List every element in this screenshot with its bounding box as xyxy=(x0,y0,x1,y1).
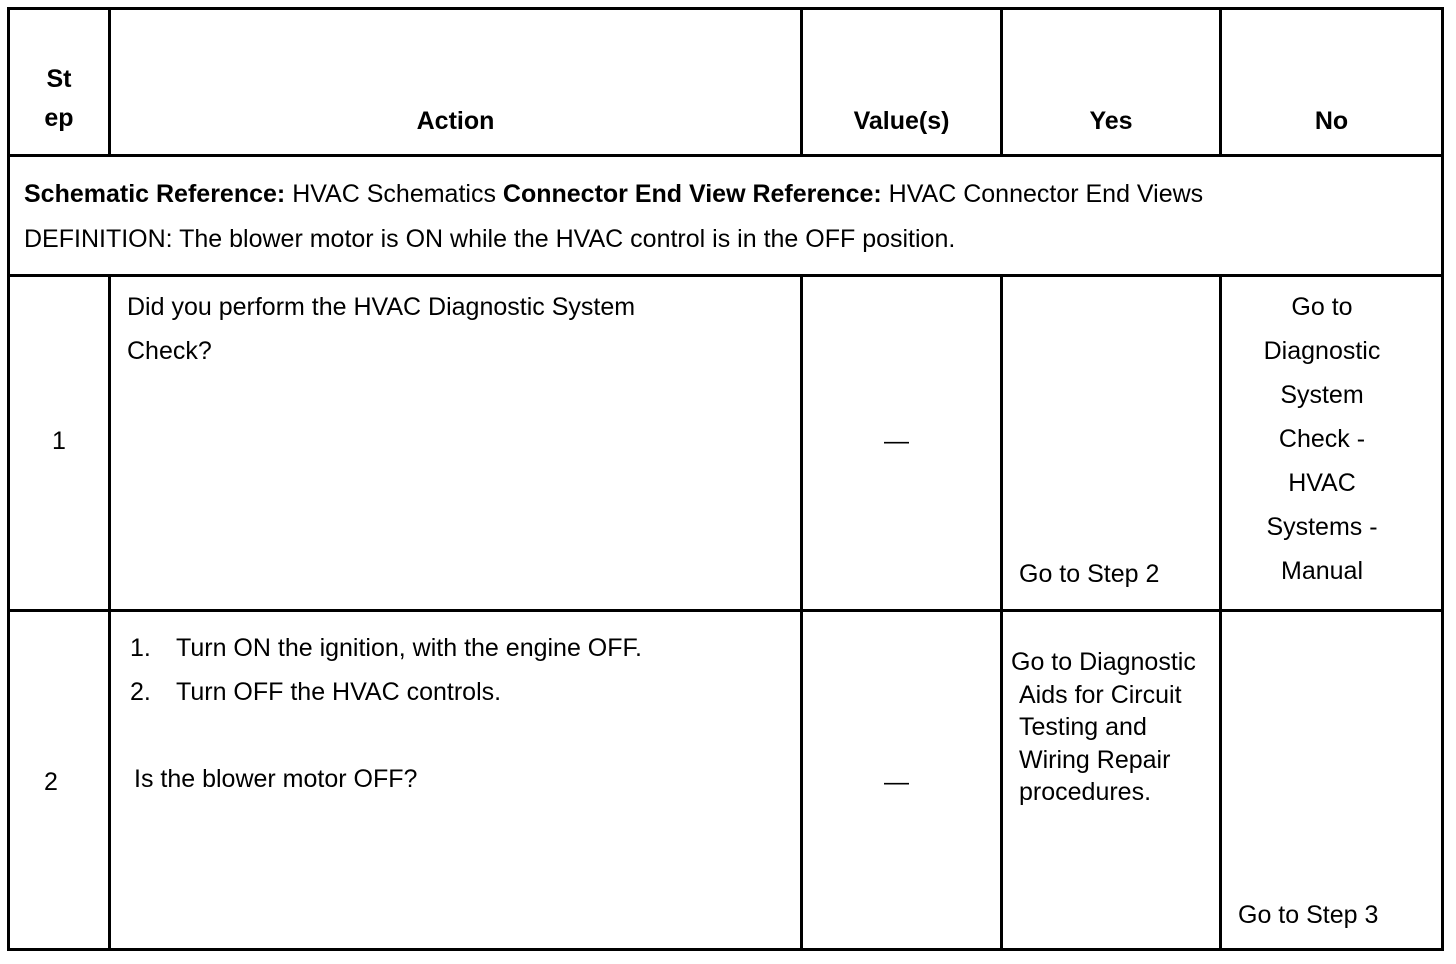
row1-step: 1 xyxy=(52,427,66,455)
row2-yes-line: Testing and xyxy=(1019,713,1147,741)
schematic-reference-value: HVAC Schematics xyxy=(292,180,496,208)
list-item-text: Turn ON the ignition, with the engine OFF. xyxy=(176,634,642,662)
list-item-text: Turn OFF the HVAC controls. xyxy=(176,678,502,706)
header-yes: Yes xyxy=(1089,107,1133,135)
table-border-left xyxy=(7,7,10,951)
schematic-reference-label: Schematic Reference: xyxy=(24,180,286,208)
col-divider-action xyxy=(800,274,803,951)
header-action: Action xyxy=(416,107,495,135)
row1-action xyxy=(127,285,787,373)
list-item xyxy=(130,626,790,670)
row2-action-list xyxy=(130,626,790,714)
col-divider-value xyxy=(1000,274,1003,951)
row2-yes xyxy=(1011,646,1223,809)
col-divider-step xyxy=(108,274,111,951)
row1-no-line: Systems - xyxy=(1266,513,1378,541)
row2-no: Go to Step 3 xyxy=(1238,901,1379,929)
row2-question: Is the blower motor OFF? xyxy=(134,765,418,793)
row1-action-line1: Did you perform the HVAC Diagnostic System xyxy=(127,293,636,321)
row1-no-line: System xyxy=(1280,381,1364,409)
definition-text: DEFINITION: The blower motor is ON while the HVAC control is in the OFF position. xyxy=(24,225,956,253)
list-item-number: 1. xyxy=(130,634,151,662)
row1-action-line2: Check? xyxy=(127,337,212,365)
row1-yes: Go to Step 2 xyxy=(1019,560,1160,588)
header-step xyxy=(10,60,108,138)
row1-no-line: Manual xyxy=(1281,557,1363,585)
table-border-bottom xyxy=(7,948,1444,951)
row2-yes-line: procedures. xyxy=(1019,778,1152,806)
list-item-number: 2. xyxy=(130,678,151,706)
row2-step: 2 xyxy=(44,768,58,796)
header-step-line2: ep xyxy=(44,104,74,132)
reference-bottom-rule xyxy=(7,274,1444,277)
table-border-right xyxy=(1441,7,1444,951)
list-item xyxy=(130,670,790,714)
row1-no-line: Go to xyxy=(1291,293,1353,321)
table-border-top xyxy=(7,7,1444,10)
row1-bottom-rule xyxy=(7,609,1444,612)
row1-no-line: Check - xyxy=(1278,425,1366,453)
connector-reference-value: HVAC Connector End Views xyxy=(888,180,1204,208)
header-bottom-rule xyxy=(7,154,1444,157)
header-step-line1: St xyxy=(46,65,72,93)
row2-yes-line: Aids for Circuit xyxy=(1019,680,1182,709)
row1-no xyxy=(1222,285,1422,593)
row2-yes-line: Go to Diagnostic xyxy=(1011,648,1196,676)
reference-line xyxy=(24,172,1434,216)
row1-value: — xyxy=(884,427,909,455)
connector-reference-label: Connector End View Reference: xyxy=(502,180,882,208)
header-values: Value(s) xyxy=(853,107,950,135)
row1-no-line: HVAC xyxy=(1288,469,1356,497)
row1-no-line: Diagnostic xyxy=(1263,337,1381,365)
header-no: No xyxy=(1314,107,1349,135)
row2-yes-line: Wiring Repair xyxy=(1019,745,1171,774)
row2-value: — xyxy=(884,768,909,796)
